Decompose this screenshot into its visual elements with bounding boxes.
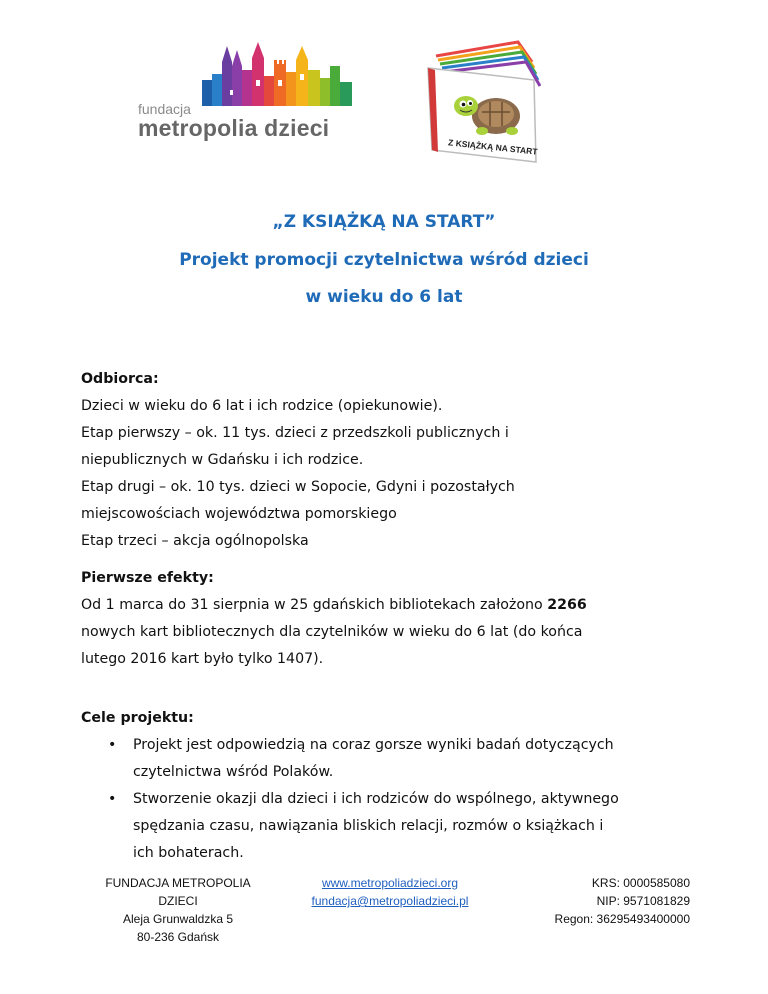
footer-registry (490, 874, 690, 928)
heading-efekty: Pierwsze efekty: (81, 570, 214, 586)
z-ksiazka-na-start-logo (418, 38, 548, 163)
cele-bullet-2-line-1: Stworzenie okazji dla dzieci i ich rodziców do wspólnego, aktywnego (133, 791, 619, 807)
odbiorca-line-4: Etap drugi – ok. 10 tys. dzieci w Sopocie, Gdyni i pozostałych (81, 479, 515, 495)
cele-bullet-1-line-2: czytelnictwa wśród Polaków. (133, 764, 334, 780)
bullet-icon: • (108, 791, 117, 807)
section-efekty (81, 565, 691, 673)
title-line-3: w wieku do 6 lat (305, 287, 463, 307)
cele-bullet-2-line-2: spędzania czasu, nawiązania bliskich relacji, rozmów o książkach i (133, 818, 604, 834)
odbiorca-line-3: niepublicznych w Gdańsku i ich rodzice. (81, 452, 364, 468)
logo-brand-small: fundacja (138, 101, 191, 117)
section-cele (81, 705, 691, 867)
title-line-2: Projekt promocji czytelnictwa wśród dzieci (179, 250, 589, 270)
footer-city: 80-236 Gdańsk (136, 930, 220, 944)
odbiorca-line-5: miejscowościach województwa pomorskiego (81, 506, 397, 522)
footer-address (88, 874, 268, 946)
cele-bullet-2-line-3: ich bohaterach. (133, 845, 244, 861)
logo-brand-big: metropolia dzieci (138, 115, 330, 141)
cele-bullet-item (81, 786, 691, 867)
footer-nip: NIP: 9571081829 (596, 894, 690, 908)
odbiorca-line-2: Etap pierwszy – ok. 11 tys. dzieci z przedszkoli publicznych i (81, 425, 509, 441)
footer-regon: Regon: 36295493400000 (554, 912, 690, 926)
title-line-1: „Z KSIĄŻKĄ NA START” (272, 212, 496, 232)
cele-bullet-1-line-1: Projekt jest odpowiedzią na coraz gorsze wyniki badań dotyczących (133, 737, 614, 753)
book-cover-text: Z KSIĄŻKĄ NA START (447, 137, 538, 157)
footer-org-name: FUNDACJA METROPOLIA DZIECI (105, 876, 251, 908)
efekty-line-1 (81, 592, 691, 619)
efekty-line-1-text: Od 1 marca do 31 sierpnia w 25 gdańskich bibliotekach założono (81, 597, 548, 613)
city-skyline-icon (200, 40, 360, 106)
heading-cele: Cele projektu: (81, 710, 194, 726)
cele-bullet-item (81, 732, 691, 786)
website-link[interactable]: www.metropoliadzieci.org (321, 876, 459, 890)
footer-street: Aleja Grunwaldzka 5 (122, 912, 234, 926)
efekty-line-2: nowych kart bibliotecznych dla czytelników w wieku do 6 lat (do końca (81, 624, 583, 640)
email-link[interactable]: fundacja@metropoliadzieci.pl (311, 894, 469, 908)
cele-bullet-list (81, 732, 691, 867)
metropolia-dzieci-logo (138, 40, 368, 150)
heading-odbiorca: Odbiorca: (81, 371, 159, 387)
footer-contact (290, 874, 490, 910)
odbiorca-line-6: Etap trzeci – akcja ogólnopolska (81, 533, 309, 549)
footer-krs: KRS: 0000585080 (591, 876, 690, 890)
efekty-line-3: lutego 2016 kart było tylko 1407). (81, 651, 324, 667)
bullet-icon: • (108, 737, 117, 753)
efekty-highlight-number: 2266 (547, 597, 587, 613)
section-odbiorca (81, 366, 691, 555)
odbiorca-line-1: Dzieci w wieku do 6 lat i ich rodzice (opiekunowie). (81, 398, 443, 414)
